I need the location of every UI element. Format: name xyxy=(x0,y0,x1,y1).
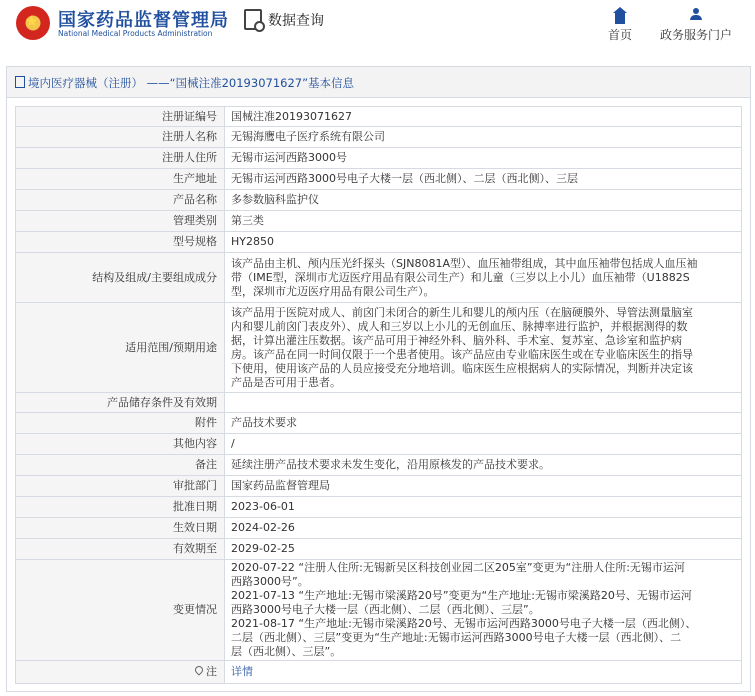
row-label: 变更情况 xyxy=(16,560,225,661)
row-value xyxy=(225,127,742,148)
detail-row xyxy=(16,253,742,303)
detail-table xyxy=(15,106,742,684)
row-value xyxy=(225,169,742,190)
nav-home[interactable] xyxy=(608,8,632,43)
row-value-line: 国家药品监督管理局 xyxy=(231,479,330,492)
detail-row xyxy=(16,497,742,518)
row-value xyxy=(225,539,742,560)
row-value-line: 2024-02-26 xyxy=(231,521,295,534)
user-icon xyxy=(690,8,702,20)
nav-service-portal[interactable] xyxy=(660,8,732,43)
detail-row xyxy=(16,476,742,497)
data-query-label: 数据查询 xyxy=(268,12,324,29)
row-value-line: 产品是否可用于患者。 xyxy=(231,375,341,389)
row-label: 备注 xyxy=(16,455,225,476)
row-value xyxy=(225,476,742,497)
row-value xyxy=(225,107,742,127)
row-value xyxy=(225,413,742,434)
row-label: 产品储存条件及有效期 xyxy=(16,393,225,413)
note-row xyxy=(16,661,742,684)
row-value xyxy=(225,518,742,539)
row-value-line: / xyxy=(231,437,235,450)
detail-row xyxy=(16,127,742,148)
row-value-line: 该产品用于医院对成人、前囟门未闭合的新生儿和婴儿的颅内压（在脑硬膜外、导管法测量脑室 xyxy=(231,305,693,319)
row-value-line: 2029-02-25 xyxy=(231,542,295,555)
row-value xyxy=(225,190,742,211)
detail-row xyxy=(16,560,742,661)
document-icon xyxy=(15,76,25,88)
row-value-line: 二层（西北侧）、三层”变更为“生产地址:无锡市运河西路3000号电子大楼一层（西北侧）、二 xyxy=(231,631,682,644)
row-value-line: 无锡市运河西路3000号 xyxy=(231,151,347,164)
row-label: 审批部门 xyxy=(16,476,225,497)
detail-row xyxy=(16,303,742,393)
row-value-line: HY2850 xyxy=(231,235,274,248)
row-label: 注册证编号 xyxy=(16,107,225,127)
row-label: 管理类别 xyxy=(16,211,225,232)
row-label: 适用范围/预期用途 xyxy=(16,303,225,393)
detail-row xyxy=(16,518,742,539)
brand-subtitle: National Medical Products Administration xyxy=(58,29,213,38)
document-search-icon xyxy=(244,9,262,30)
detail-row xyxy=(16,148,742,169)
row-value-line: 层（西北侧）、三层”。 xyxy=(231,645,342,658)
row-value-line: 内和婴儿前囟门表皮外）、成人和三岁以上小儿的无创血压、脉搏率进行监护，并根据测得的数 xyxy=(231,319,688,333)
national-emblem-logo xyxy=(16,6,50,40)
detail-row xyxy=(16,539,742,560)
detail-row xyxy=(16,455,742,476)
row-label: 结构及组成/主要组成成分 xyxy=(16,253,225,303)
row-value xyxy=(225,393,742,413)
row-value xyxy=(225,253,742,303)
panel-title-text: 境内医疗器械（注册） ——“国械注准20193071627”基本信息 xyxy=(28,76,355,90)
row-value-line: 西路3000号”。 xyxy=(231,575,309,588)
row-label: 注册人住所 xyxy=(16,148,225,169)
panel-title xyxy=(15,75,354,91)
panel-title-bar xyxy=(7,67,750,98)
row-value xyxy=(225,232,742,253)
nav-home-label: 首页 xyxy=(608,28,633,42)
detail-row xyxy=(16,413,742,434)
row-label: 生产地址 xyxy=(16,169,225,190)
note-value-cell xyxy=(225,661,742,684)
row-value-line: 据，计算出灌注压数据。该产品可用于神经外科、脑外科、手术室、复苏室、急诊室和监护病 xyxy=(231,333,682,347)
data-query-title xyxy=(244,9,324,30)
row-value-line: 该产品由主机、颅内压光纤探头（SJN8081A型）、血压袖带组成，其中血压袖带包括成人血压袖 xyxy=(231,256,698,270)
row-value-line: 第三类 xyxy=(231,214,264,227)
detail-row xyxy=(16,211,742,232)
row-value xyxy=(225,497,742,518)
brand-title[interactable]: 国家药品监督管理局 xyxy=(58,10,229,31)
row-label: 附件 xyxy=(16,413,225,434)
row-label: 注册人名称 xyxy=(16,127,225,148)
detail-row xyxy=(16,232,742,253)
row-value-line: 多参数脑科监护仪 xyxy=(231,193,319,206)
nav-portal-label: 政务服务门户 xyxy=(660,28,733,42)
row-value xyxy=(225,303,742,393)
detail-panel xyxy=(6,66,751,692)
row-label: 型号规格 xyxy=(16,232,225,253)
row-value-line: 产品技术要求 xyxy=(231,416,297,429)
row-label: 批准日期 xyxy=(16,497,225,518)
row-value-line: 无锡海鹰电子医疗系统有限公司 xyxy=(231,130,385,143)
row-value xyxy=(225,211,742,232)
row-value-line: 无锡市运河西路3000号电子大楼一层（西北侧）、二层（西北侧）、三层 xyxy=(231,172,578,185)
row-label: 有效期至 xyxy=(16,539,225,560)
site-header xyxy=(0,0,755,56)
row-value-line: 延续注册产品技术要求未发生变化，沿用原核发的产品技术要求。 xyxy=(231,458,550,471)
row-value-line: 西路3000号电子大楼一层（西北侧）、二层（西北侧）、三层”。 xyxy=(231,603,540,616)
row-value-line: 2023-06-01 xyxy=(231,500,295,513)
row-value xyxy=(225,455,742,476)
row-label: 产品名称 xyxy=(16,190,225,211)
detail-row xyxy=(16,393,742,413)
row-value-line: 下使用，使用该产品的人员应接受充分地培训。临床医生应根据病人的实际情况，判断并决定该 xyxy=(231,361,693,375)
details-link[interactable]: 详情 xyxy=(231,665,253,678)
note-label-cell xyxy=(16,661,225,684)
detail-row xyxy=(16,169,742,190)
row-value-line: 房。该产品在同一时间仅限于一个患者使用。该产品应由专业临床医生或在专业临床医生的指导 xyxy=(231,347,693,361)
detail-row xyxy=(16,434,742,455)
detail-table-body xyxy=(16,107,742,684)
row-value xyxy=(225,148,742,169)
row-value-line: 带（IME型，深圳市尤迈医疗用品有限公司生产）和儿童（三岁以上小儿）血压袖带（U1882S xyxy=(231,270,690,284)
row-value-line: 2021-08-17 “生产地址:无锡市梁溪路20号、无锡市运河西路3000号电子大楼一层（西北侧）、 xyxy=(231,617,697,630)
row-value-line: 型，深圳市尤迈医疗用品有限公司生产）。 xyxy=(231,284,435,298)
detail-row xyxy=(16,190,742,211)
detail-row xyxy=(16,107,742,127)
note-label: 注 xyxy=(206,665,217,678)
row-value xyxy=(225,434,742,455)
row-label: 其他内容 xyxy=(16,434,225,455)
row-label: 生效日期 xyxy=(16,518,225,539)
row-value xyxy=(225,560,742,661)
home-icon xyxy=(615,12,625,24)
row-value-line: 国械注准20193071627 xyxy=(231,109,352,123)
row-value-line: 2021-07-13 “生产地址:无锡市梁溪路20号”变更为“生产地址:无锡市梁溪路20号、无锡市运河 xyxy=(231,589,692,602)
pin-icon xyxy=(193,664,204,675)
row-value-line: 2020-07-22 “注册人住所:无锡新吴区科技创业园二区205室”变更为“注册人住所:无锡市运河 xyxy=(231,561,685,574)
